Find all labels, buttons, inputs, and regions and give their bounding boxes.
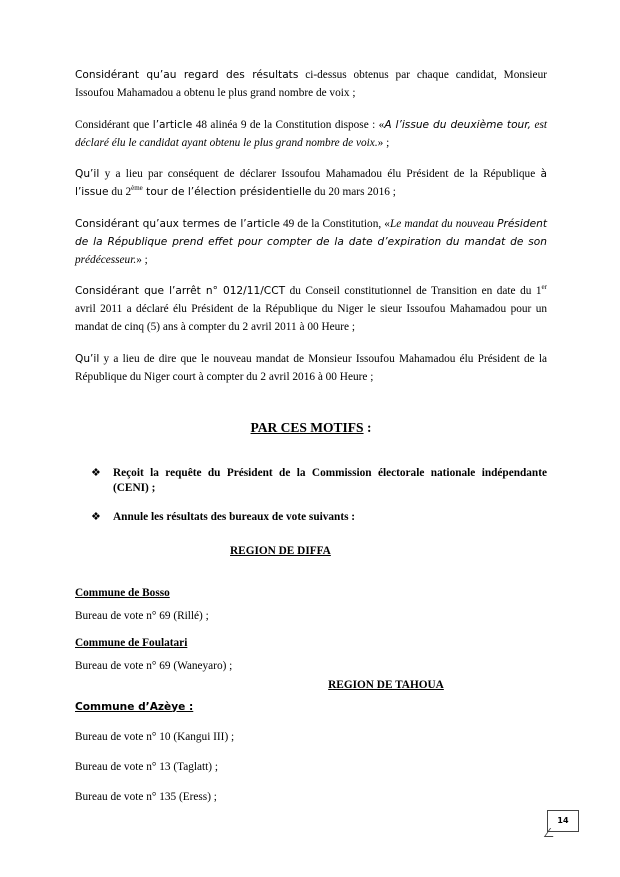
decision-text-1: Reçoit la requête du Président de la Commission électorale nationale indépendante (CENI) ; bbox=[113, 466, 547, 494]
p2-d: A l’issue du deuxième tour, bbox=[384, 118, 532, 131]
commune-heading: Commune d’Azèye : bbox=[75, 700, 194, 713]
bureau-item: Bureau de vote n° 13 (Taglatt) ; bbox=[75, 760, 219, 773]
decision-item-1 bbox=[83, 466, 547, 496]
diamond-bullet-icon: ❖ bbox=[91, 510, 101, 523]
paragraph-3 bbox=[75, 165, 547, 201]
decision-text-2: Annule les résultats des bureaux de vote suivants : bbox=[113, 510, 356, 523]
p4-b: 49 de la Constitution, « bbox=[279, 217, 390, 230]
p5-sup: er bbox=[541, 283, 547, 292]
p2-a: Considérant que bbox=[75, 118, 153, 131]
p4-a: Considérant qu’aux termes de l’article bbox=[75, 217, 280, 230]
p5-a: Considérant que l’arrêt n° 012/11/CCT bbox=[75, 285, 286, 297]
paragraph-5 bbox=[75, 282, 547, 336]
region-heading-tahoua: REGION DE TAHOUA bbox=[328, 678, 444, 691]
bureau-item: Bureau de vote n° 135 (Eress) ; bbox=[75, 790, 217, 803]
paragraph-2 bbox=[75, 116, 547, 152]
p5-c: avril 2011 a déclaré élu Président de la République du Niger le sieur Issoufou Mahamadou pour un mandat de cinq (5) ans à compter du 2 avril 2011 à 00 Heure ; bbox=[75, 303, 547, 333]
motifs-title: PAR CES MOTIFS bbox=[250, 419, 364, 435]
p6-a: Qu’il bbox=[75, 352, 100, 365]
decision-item-2 bbox=[83, 510, 547, 525]
p5-b: du Conseil constitutionnel de Transition en date du 1 bbox=[285, 285, 542, 297]
p6-b: y a lieu de dire que le nouveau mandat de Monsieur Issoufou Mahamadou élu Président de la République du Niger court à compter du 2 avril 2016 à 00 Heure ; bbox=[75, 352, 547, 383]
p4-f: » ; bbox=[136, 253, 148, 266]
decision-list bbox=[75, 466, 547, 525]
page-number-badge: 14 bbox=[547, 810, 579, 832]
p2-c: 48 alinéa 9 de la Constitution dispose : « bbox=[192, 118, 385, 131]
paragraph-1 bbox=[75, 66, 547, 102]
bureau-item: Bureau de vote n° 10 (Kangui III) ; bbox=[75, 730, 235, 743]
p4-d: Président de la République prend effet pour compter de la date d’expiration du mandat de son bbox=[75, 217, 547, 248]
p1-lead: Considérant qu’au regard des résultats bbox=[75, 69, 299, 81]
p3-a: Qu’il bbox=[75, 168, 100, 180]
bureau-item: Bureau de vote n° 69 (Rillé) ; bbox=[75, 609, 209, 622]
commune-heading: Commune de Foulatari bbox=[75, 636, 188, 649]
paragraph-6 bbox=[75, 350, 547, 386]
p3-b: y a lieu par conséquent de déclarer Issoufou Mahamadou élu Président de la République bbox=[99, 168, 541, 180]
p2-f: » ; bbox=[377, 136, 390, 149]
motifs-heading bbox=[75, 420, 547, 436]
p4-e: prédécesseur. bbox=[75, 253, 137, 266]
p2-e: est déclaré élu le candidat ayant obtenu le plus grand nombre de voix. bbox=[75, 118, 547, 149]
p3-e: tour de l’élection présidentielle bbox=[142, 186, 312, 198]
p3-sup: ème bbox=[131, 184, 143, 193]
bureau-item: Bureau de vote n° 69 (Waneyaro) ; bbox=[75, 659, 233, 672]
p3-f: du 20 mars 2016 ; bbox=[311, 186, 396, 198]
document-body bbox=[75, 66, 547, 816]
p4-c: Le mandat du nouveau bbox=[389, 217, 498, 230]
region-heading-diffa: REGION DE DIFFA bbox=[230, 544, 331, 557]
motifs-suffix: : bbox=[363, 419, 372, 435]
p3-c: à l’issue bbox=[75, 168, 547, 198]
diamond-bullet-icon: ❖ bbox=[91, 466, 101, 479]
commune-heading: Commune de Bosso bbox=[75, 586, 170, 599]
p2-b: l’article bbox=[152, 118, 193, 131]
p1-rest: ci-dessus obtenus par chaque candidat, Monsieur Issoufou Mahamadou a obtenu le plus grand nombre de voix ; bbox=[75, 69, 547, 99]
paragraph-4 bbox=[75, 215, 547, 269]
p3-d: du 2 bbox=[108, 186, 132, 198]
